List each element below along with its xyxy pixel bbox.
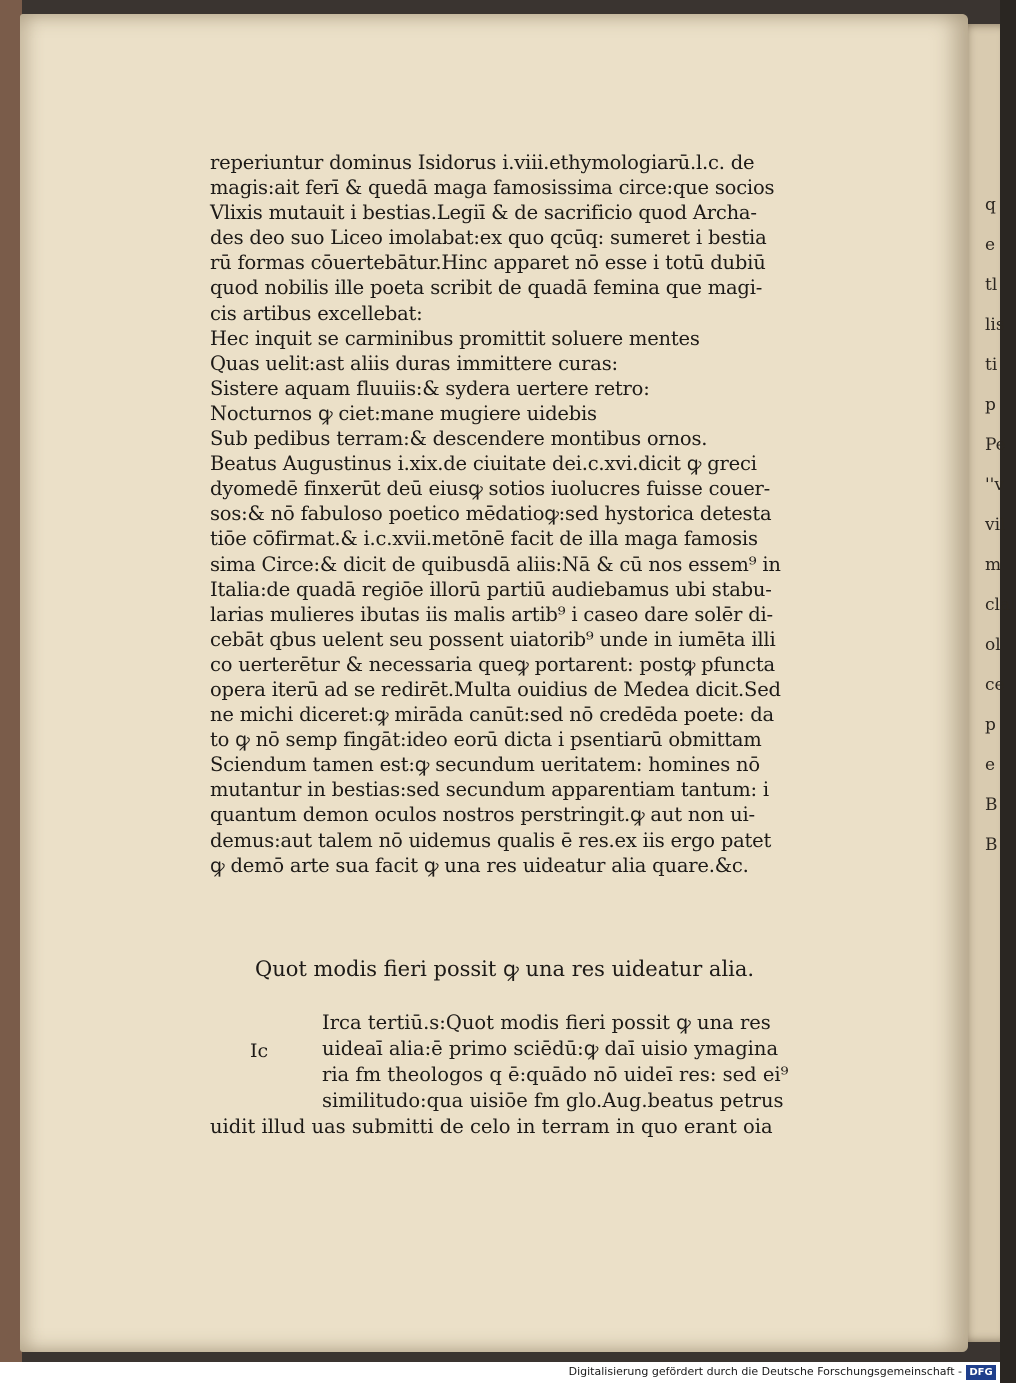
text-line: Vlixis mutauit i bestias.Legiī & de sacrificio quod Archa- xyxy=(210,201,757,225)
text-line: Nocturnos ꝙ ciet:mane mugiere uidebis xyxy=(210,401,597,425)
chapter-line: ria fm theologos q ē:quādo nō uideī res: sed ei⁹ xyxy=(322,1063,789,1086)
text-line: Quas uelit:ast aliis duras immittere curas: xyxy=(210,351,618,375)
binding-board xyxy=(0,0,22,1362)
text-line: rū formas cōuertebātur.Hinc apparet nō esse i totū dubiū xyxy=(210,251,766,275)
text-line: quod nobilis ille poeta scribit de quadā femina que magi- xyxy=(210,276,763,300)
text-line: tiōe cōfirmat.& i.c.xvii.metōnē facit de illa maga famosis xyxy=(210,527,758,551)
chapter-line: uidit illud uas submitti de celo in terram in quo erant oia xyxy=(210,1115,773,1138)
chapter-text xyxy=(210,1010,850,1140)
text-line: Sciendum tamen est:ꝙ secundum ueritatem: homines nō xyxy=(210,753,760,777)
footer-credit: Digitalisierung gefördert durch die Deutsche Forschungsgemeinschaft - xyxy=(568,1365,962,1378)
footer-bar xyxy=(0,1362,1000,1383)
text-line: magis:ait ferī & quedā maga famosissima circe:que socios xyxy=(210,176,775,200)
text-line: sima Circe:& dicit de quibusdā aliis:Nā & cū nos essem⁹ in xyxy=(210,552,781,576)
text-line: co uerterētur & necessaria queꝙ portarent: postꝙ pfuncta xyxy=(210,652,775,676)
chapter-line: Irca tertiū.s:Quot modis fieri possit ꝙ una res xyxy=(322,1011,771,1034)
text-line: quantum demon oculos nostros perstringit.ꝙ aut non ui- xyxy=(210,803,755,827)
text-line: mutantur in bestias:sed secundum apparentiam tantum: i xyxy=(210,778,769,802)
facing-page-text: q e tl lis ti p Pe ''v vil m clal ol ce p e B B xyxy=(985,195,1016,855)
initial-guide-letter: Ic xyxy=(250,1040,269,1062)
text-line: ne michi diceret:ꝙ mirāda canūt:sed nō credēda poete: da xyxy=(210,703,774,727)
text-line: larias mulieres ibutas iis malis artib⁹ i caseo dare solēr di- xyxy=(210,602,773,626)
text-line: cebāt qbus uelent seu possent uiatorib⁹ unde in iumēta illi xyxy=(210,627,776,651)
text-line: sos:& nō fabuloso poetico mēdatioꝙ:sed hystorica detesta xyxy=(210,502,772,526)
text-line: ꝙ demō arte sua facit ꝙ una res uideatur alia quare.&c. xyxy=(210,853,749,877)
body-text xyxy=(210,150,850,878)
text-line: opera iterū ad se redirēt.Multa ouidius de Medea dicit.Sed xyxy=(210,677,781,701)
text-line: Sub pedibus terram:& descendere montibus ornos. xyxy=(210,427,708,451)
text-line: reperiuntur dominus Isidorus i.viii.ethymologiarū.l.c. de xyxy=(210,151,755,174)
text-line: cis artibus excellebat: xyxy=(210,301,423,325)
text-line: Beatus Augustinus i.xix.de ciuitate dei.c.xvi.dicit ꝙ greci xyxy=(210,452,757,476)
chapter-line: uideaī alia:ē primo sciēdū:ꝙ daī uisio ymagina xyxy=(322,1037,779,1060)
text-line: des deo suo Liceo imolabat:ex quo qcūq: sumeret i bestia xyxy=(210,226,767,250)
text-line: dyomedē finxerūt deū eiusꝙ sotios iuolucres fuisse couer- xyxy=(210,477,771,501)
chapter-heading: Quot modis fieri possit ꝙ una res uideatur alia. xyxy=(255,957,755,981)
text-line: Italia:de quadā regiōe illorū partiū audiebamus ubi stabu- xyxy=(210,577,772,601)
text-line: Sistere aquam fluuiis:& sydera uertere retro: xyxy=(210,376,650,400)
text-line: to ꝙ nō semp fingāt:ideo eorū dicta i psentiarū obmittam xyxy=(210,728,762,752)
text-line: Hec inquit se carminibus promittit soluere mentes xyxy=(210,326,700,350)
chapter-line: similitudo:qua uisiōe fm glo.Aug.beatus petrus xyxy=(322,1089,784,1112)
dfg-logo: DFG xyxy=(966,1365,996,1380)
text-line: demus:aut talem nō uidemus qualis ē res.ex iis ergo patet xyxy=(210,828,772,852)
